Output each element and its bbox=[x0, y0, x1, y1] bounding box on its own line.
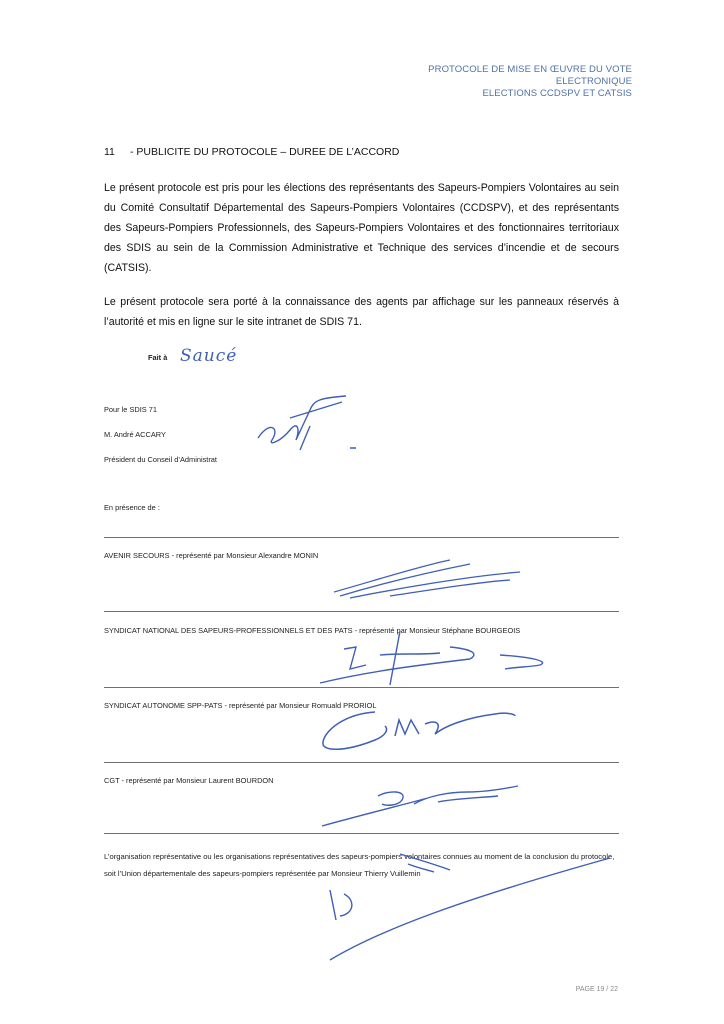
divider-5 bbox=[104, 833, 619, 834]
bourgeois-signature bbox=[300, 625, 560, 690]
paragraph-2: Le présent protocole sera porté à la connaissance des agents par affichage sur les panneaux réservés à l’autorité et mis en ligne sur le site intranet de SDIS 71. bbox=[104, 296, 619, 328]
signatory-line-1: Pour le SDIS 71 bbox=[104, 405, 157, 414]
section-number: 11 bbox=[104, 146, 115, 158]
fait-a-label: Fait à bbox=[148, 353, 168, 362]
proriol-signature bbox=[315, 700, 525, 760]
page-number: PAGE 19 / 22 bbox=[575, 986, 618, 993]
accary-signature bbox=[250, 390, 360, 460]
bourdon-signature bbox=[318, 776, 528, 836]
signatory-line-3: Président du Conseil d’Administrat bbox=[104, 455, 217, 464]
final-paragraph: L’organisation représentative ou les organisations représentatives des sapeurs-pompiers volontaires connues au moment de la conclusion du protocole, soit l’Union départementale des sapeurs-pompiers représentée par Monsieur Thierry Vuillemin bbox=[104, 852, 615, 878]
divider-1 bbox=[104, 537, 619, 538]
divider-4 bbox=[104, 762, 619, 763]
header-line-2: ELECTRONIQUE bbox=[555, 76, 632, 87]
header-line-3: ELECTIONS CCDSPV ET CATSIS bbox=[482, 88, 632, 99]
paragraph-1: Le présent protocole est pris pour les élections des représentants des Sapeurs-Pompiers Volontaires au sein du Comité Consultatif Départemental des Sapeurs-Pompiers Volontaires (CCDSPV), et des représentants des Sapeurs-Pompiers Professionnels, des Sapeurs-Pompiers Volontaires et des fonctionnaires territoriaux des SDIS au sein de la Commission Administrative et Technique des services d’incendie et de secours (CATSIS). bbox=[104, 182, 619, 274]
monin-signature bbox=[330, 552, 530, 602]
organization-1: AVENIR SECOURS - représenté par Monsieur Alexandre MONIN bbox=[104, 551, 319, 560]
section-title bbox=[104, 146, 399, 158]
header-line-1: PROTOCOLE DE MISE EN ŒUVRE DU VOTE bbox=[428, 64, 632, 75]
fait-a-place: Saucé bbox=[180, 346, 238, 366]
organization-4: CGT - représenté par Monsieur Laurent BOURDON bbox=[104, 776, 274, 785]
divider-3 bbox=[104, 687, 619, 688]
presence-label: En présence de : bbox=[104, 503, 160, 512]
section-title-text: - PUBLICITE DU PROTOCOLE – DUREE DE L’ACCORD bbox=[130, 146, 400, 158]
vuillemin-signature bbox=[300, 850, 620, 970]
divider-2 bbox=[104, 611, 619, 612]
organization-3: SYNDICAT AUTONOME SPP-PATS - représenté par Monsieur Romuald PRORIOL bbox=[104, 701, 377, 710]
document-header bbox=[332, 64, 632, 100]
organization-2: SYNDICAT NATIONAL DES SAPEURS-PROFESSIONNELS ET DES PATS - représenté par Monsieur Stéphane BOURGEOIS bbox=[104, 626, 521, 635]
signatory-line-2: M. André ACCARY bbox=[104, 430, 166, 439]
